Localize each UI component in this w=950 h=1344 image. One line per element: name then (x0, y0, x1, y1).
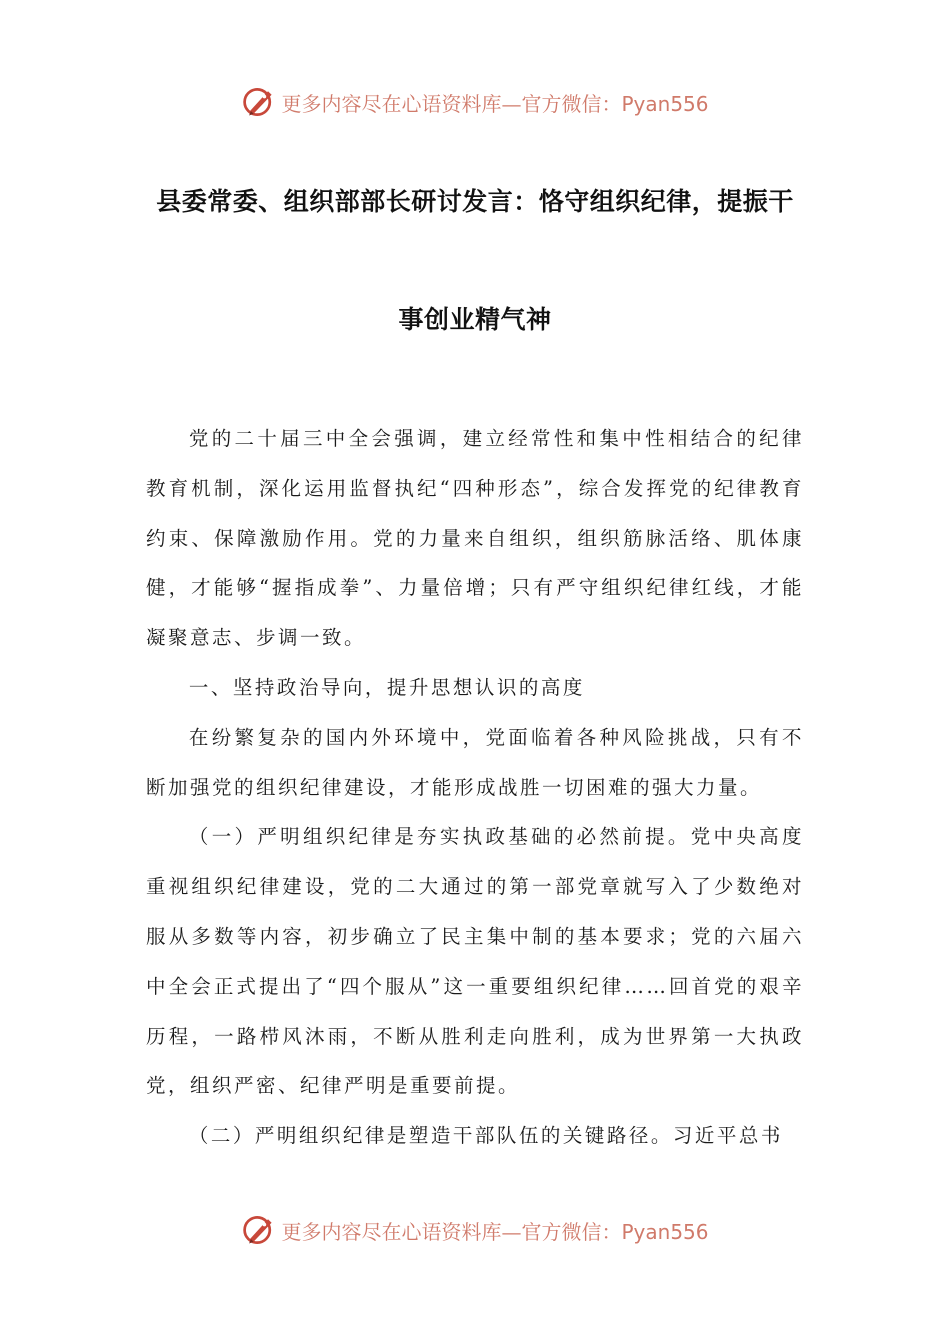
watermark-footer (0, 1210, 950, 1250)
paragraph: 党的二十届三中全会强调，建立经常性和集中性相结合的纪律教育机制，深化运用监督执纪“四种形态”，综合发挥党的纪律教育约束、保障激励作用。党的力量来自组织，组织筋脉活络、肌体康健，才能够“握指成拳”、力量倍增；只有严守组织纪律红线，才能凝聚意志、步调一致。 (146, 427, 804, 650)
document-body (146, 414, 804, 1161)
paragraph: 在纷繁复杂的国内外环境中，党面临着各种风险挑战，只有不断加强党的组织纪律建设，才能形成战胜一切困难的强大力量。 (146, 725, 804, 799)
watermark-text: 更多内容尽在心语资料库—官方微信：Pyan556 (281, 91, 709, 116)
document-title-line-2: 事创业精气神 (398, 305, 552, 334)
pen-nib-circle-icon (241, 1212, 277, 1248)
paragraph: （二）严明组织纪律是塑造干部队伍的关键路径。习近平总书 (188, 1124, 783, 1148)
pen-nib-circle-icon (241, 84, 277, 120)
watermark-text: 更多内容尽在心语资料库—官方微信：Pyan556 (281, 1219, 709, 1244)
paragraph: （一）严明组织纪律是夯实执政基础的必然前提。党中央高度重视组织纪律建设，党的二大通过的第一部党章就写入了少数绝对服从多数等内容，初步确立了民主集中制的基本要求；党的六届六中全会正式提出了“四个服从”这一重要组织纪律……回首党的艰辛历程，一路栉风沐雨，不断从胜利走向胜利，成为世界第一大执政党，组织严密、纪律严明是重要前提。 (146, 825, 804, 1098)
document-title-line-1: 县委常委、组织部部长研讨发言：恪守组织纪律，提振干 (156, 187, 794, 216)
watermark-header (0, 82, 950, 122)
section-heading: 一、坚持政治导向，提升思想认识的高度 (188, 675, 585, 699)
